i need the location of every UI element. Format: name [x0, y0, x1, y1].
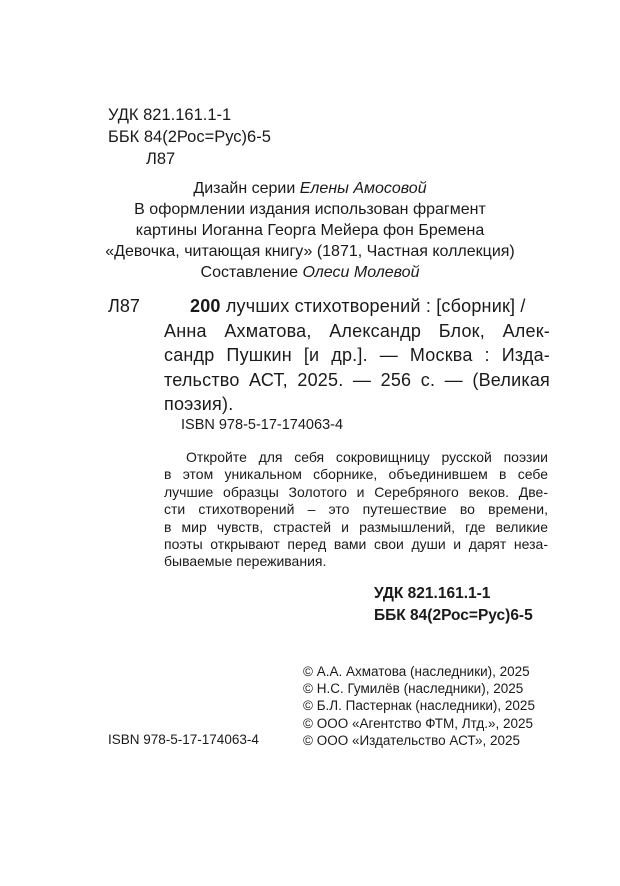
isbn-bottom: ISBN 978-5-17-174063-4 [108, 732, 259, 747]
credits-block [100, 178, 520, 283]
annotation [164, 449, 548, 571]
record-line-title: 200 лучших стихотворений : [сборник] / [190, 296, 526, 316]
credit-line-illustration-2: картины Иоганна Георга Мейера фон Бремена [135, 222, 485, 239]
annotation-line: Откройте для себя сокровищницу русской поэзии [186, 449, 548, 465]
record-line: тельство АСТ, 2025. — 256 с. — (Великая [164, 369, 550, 390]
isbn-record: ISBN 978-5-17-174063-4 [181, 417, 344, 433]
record-line: поэзия). [164, 394, 234, 414]
annotation-line: в мир чувств, страстей и размышлений, где великие [164, 518, 548, 535]
credit-line-illustration-3: «Девочка, читающая книгу» (1871, Частная коллекция) [105, 243, 515, 260]
copyright-line: © Н.С. Гумилёв (наследники), 2025 [303, 681, 524, 697]
copyright-line: © Б.Л. Пастернак (наследники), 2025 [303, 698, 535, 714]
author-sign-record: Л87 [108, 296, 140, 316]
copyright-line: © ООО «Издательство АСТ», 2025 [303, 732, 521, 748]
credit-line-illustration-1: В оформлении издания использован фрагмент [134, 201, 486, 218]
record-title-number: 200 [190, 296, 221, 316]
record-line: сандр Пушкин [и др.]. — Москва : Изда- [164, 345, 550, 365]
annotation-line: поэты открывают перед вами свои души и дарят неза- [164, 536, 548, 553]
record-line: Анна Ахматова, Александр Блок, Алек- [164, 320, 550, 341]
annotation-line: в этом уникальном сборнике, объединившем в себе [164, 466, 548, 483]
bibliographic-record [164, 294, 550, 417]
annotation-line: сти стихотворений – это путешествие во времени, [164, 501, 548, 518]
udk-code-top: УДК 821.161.1-1 [108, 106, 232, 124]
credit-line-compiler: Составление Олеси Молевой [200, 264, 420, 281]
bbk-code-bottom: ББК 84(2Рос=Рус)6-5 [374, 607, 533, 624]
annotation-line: бываемые переживания. [164, 553, 327, 570]
copyright-line: © А.А. Ахматова (наследники), 2025 [303, 664, 530, 679]
copyright-line: © ООО «Агентство ФТМ, Лтд.», 2025 [303, 715, 534, 731]
annotation-line: лучшие образцы Золотого и Серебряного веков. Две- [164, 483, 548, 500]
credit-line-design: Дизайн серии Елены Амосовой [193, 180, 427, 197]
udk-code-bottom: УДК 821.161.1-1 [374, 585, 491, 602]
classification-bottom [374, 583, 533, 627]
copyright-block [303, 663, 535, 749]
author-sign-top: Л87 [146, 150, 176, 168]
bbk-code-top: ББК 84(2Рос=Рус)6-5 [108, 128, 271, 146]
